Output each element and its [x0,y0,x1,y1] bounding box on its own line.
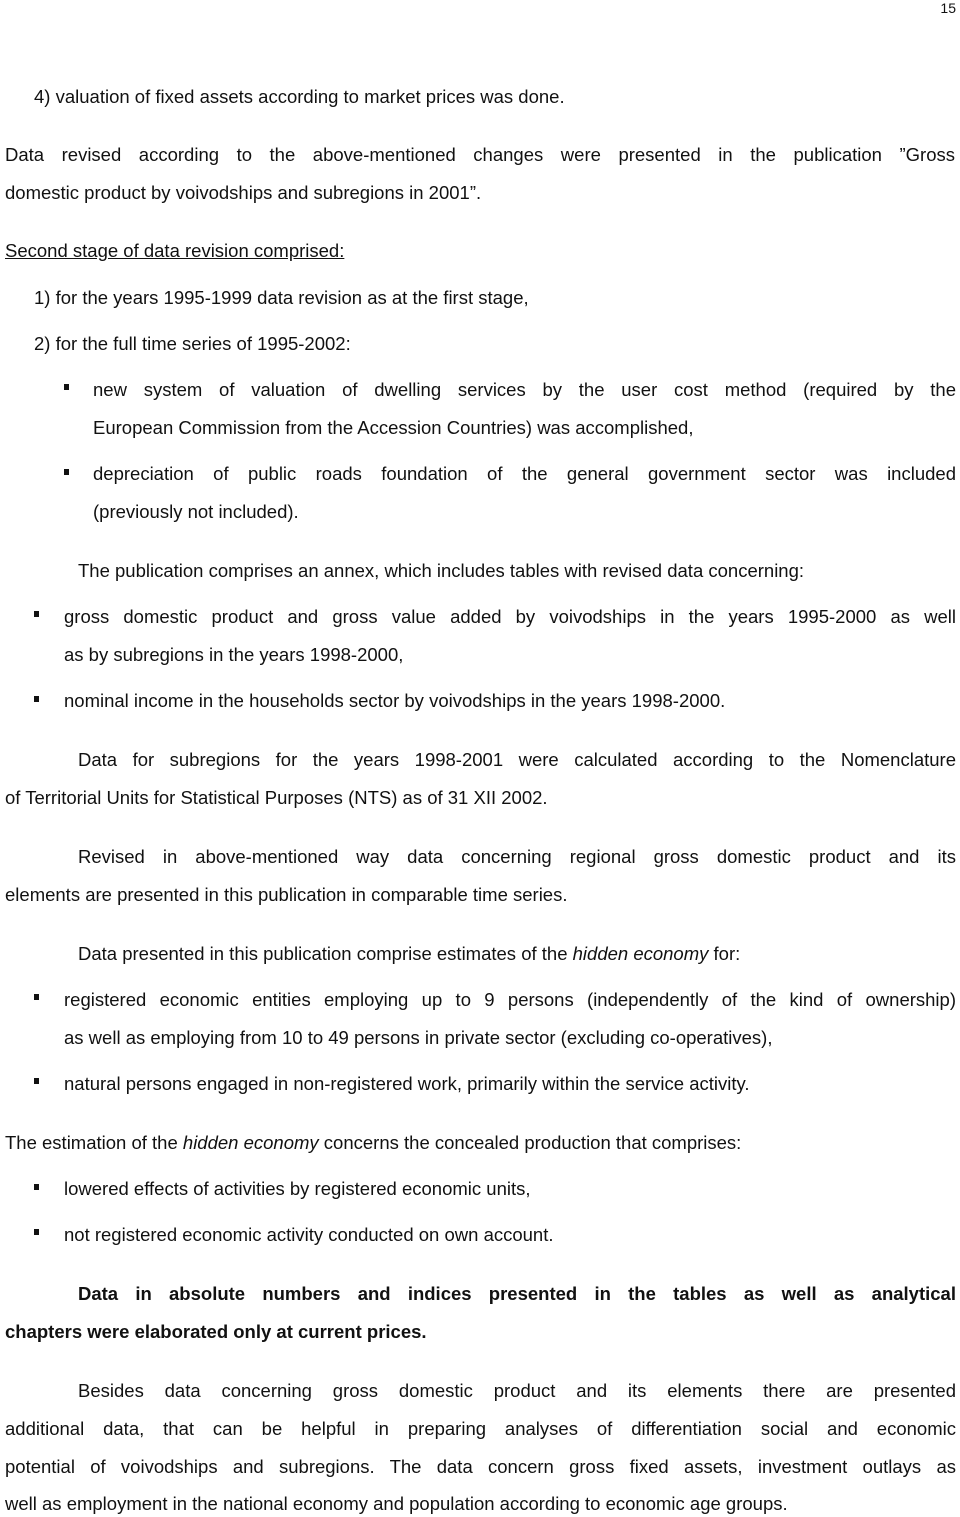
revised-way-line-2: elements are presented in this publication in comparable time series. [5,884,568,905]
dwelling-services-line-1: new system of valuation of dwelling services by the user cost method (required by the [93,379,956,400]
page-number: 15 [940,0,956,16]
list-item-1: 1) for the years 1995-1999 data revision as at the first stage, [34,287,529,308]
subregions-line-1: Data for subregions for the years 1998-2001 were calculated according to the Nomenclature [78,749,956,770]
annex-gdp-line-2: as by subregions in the years 1998-2000, [64,644,404,665]
hidden-economy-intro: Data presented in this publication comprise estimates of the hidden economy for: [78,943,741,964]
bullet-icon [34,994,39,1000]
bullet-icon [34,1078,39,1084]
bullet-icon [64,384,69,390]
not-registered-activity: not registered economic activity conducted on own account. [64,1224,554,1245]
bullet-icon [34,1229,39,1235]
paragraph-revised-data-line-2: domestic product by voivodships and subregions in 2001”. [5,182,482,203]
public-roads-line-1: depreciation of public roads foundation of the general government sector was included [93,463,956,484]
annex-intro: The publication comprises an annex, which includes tables with revised data concerning: [78,560,805,581]
besides-line-4: well as employment in the national economy and population according to economic age groups. [5,1493,788,1514]
registered-entities-line-1: registered economic entities employing up to 9 persons (independently of the kind of ownership) [64,989,956,1010]
list-item-4: 4) valuation of fixed assets according to market prices was done. [34,86,565,107]
annex-gdp-line-1: gross domestic product and gross value added by voivodships in the years 1995-2000 as well [64,606,956,627]
dwelling-services-line-2: European Commission from the Accession Countries) was accomplished, [93,417,694,438]
bold-note-line-1: Data in absolute numbers and indices presented in the tables as well as analytical [78,1283,956,1304]
list-item-2: 2) for the full time series of 1995-2002: [34,333,351,354]
public-roads-line-2: (previously not included). [93,501,299,522]
besides-line-2: additional data, that can be helpful in preparing analyses of differentiation social and economic [5,1418,956,1439]
bullet-icon [34,1184,39,1190]
lowered-effects: lowered effects of activities by registered economic units, [64,1178,531,1199]
registered-entities-line-2: as well as employing from 10 to 49 persons in private sector (excluding co-operatives), [64,1027,773,1048]
subregions-line-2: of Territorial Units for Statistical Purposes (NTS) as of 31 XII 2002. [5,787,548,808]
bullet-icon [34,696,39,702]
paragraph-revised-data-line-1: Data revised according to the above-mentioned changes were presented in the publication ”Gross [5,144,955,165]
besides-line-3: potential of voivodships and subregions. The data concern gross fixed assets, investment outlays as [5,1456,956,1477]
bullet-icon [64,469,69,475]
revised-way-line-1: Revised in above-mentioned way data concerning regional gross domestic product and its [78,846,956,867]
bold-note-line-2: chapters were elaborated only at current prices. [5,1321,427,1342]
second-stage-heading: Second stage of data revision comprised: [5,240,345,261]
besides-line-1: Besides data concerning gross domestic product and its elements there are presented [78,1380,956,1401]
bullet-icon [34,611,39,617]
annex-income: nominal income in the households sector by voivodships in the years 1998-2000. [64,690,726,711]
estimation-intro: The estimation of the hidden economy concerns the concealed production that comprises: [5,1132,742,1153]
natural-persons: natural persons engaged in non-registered work, primarily within the service activity. [64,1073,750,1094]
